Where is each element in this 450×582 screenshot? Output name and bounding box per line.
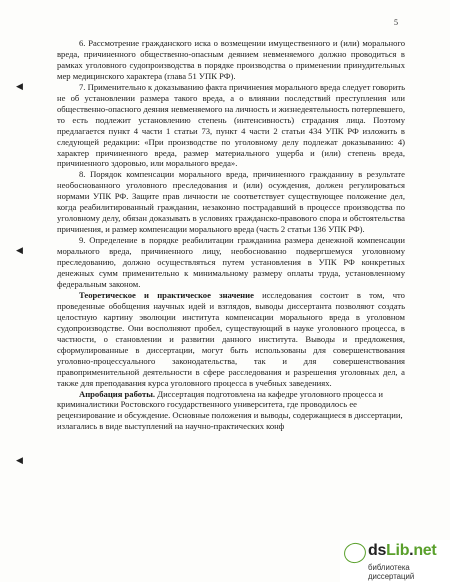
paragraph-conclusion-8: 8. Порядок компенсации морального вреда, причиненного гражданину в результате необоснованного уголовного преследования и (или) осуждения, должен регулироваться нормами УПК РФ. Защите прав личности не соответствует существующее положение дел, когда реабилитированный гражданин, незаконно пострадавший в процессе производства по уголовному делу, обязан доказывать в условиях гражданско-правового спора и обстоятельства причинения, и размер компенсации морального вреда (часть 2 статьи 136 УПК РФ). [57,169,405,235]
document-body [57,38,405,432]
approbation-heading: Апробация работы. [79,388,156,399]
margin-mark-icon: ◀︎ [16,81,23,91]
approbation-text: Диссертация подготовлена на кафедре уголовного процесса и криминалистики Ростовского государственного университета, где проводилось ее рецензирование и обсуждение. Основные положения и выводы, содержащиеся в диссертации, излагались в виде выступлений на научно-практических конф [57,388,403,432]
margin-mark-icon: ◀︎ [16,245,23,255]
watermark[interactable] [340,540,450,582]
significance-heading: Теоретическое и практическое значение [79,289,254,300]
paragraph-approbation [57,389,405,433]
paragraph-conclusion-6: 6. Рассмотрение гражданского иска о возмещении имущественного и (или) морального вреда, причиненного общественно-опасным деянием невменяемого должно проводиться в рамках уголовного судопроизводства в порядке производства о применении принудительных мер медицинского характера (глава 51 УПК РФ). [57,38,405,81]
watermark-logo-icon [342,540,368,565]
page-number: 5 [394,18,398,27]
watermark-subtitle: библиотека диссертаций [368,563,415,581]
margin-mark-icon: ◀︎ [16,455,23,465]
watermark-logo: dsLib.net [368,542,437,559]
paragraph-conclusion-9: 9. Определение в порядке реабилитации гражданина размера денежной компенсации морального вреда, причиненного лицу, необоснованно подвергшемуся уголовному преследованию, должно осуществляться путем установления в УПК РФ конкретных денежных сумм применительно к минимальному размеру оплаты труда, установленному федеральным законом. [57,235,405,289]
paragraph-significance [57,290,405,389]
significance-text: исследования состоит в том, что проведенные обобщения научных идей и взглядов, выводы диссертанта позволяют создать целостную картину эволюции института компенсации морального вреда в уголовном судопроизводстве. Они восполняют пробел, существующий в науке уголовного процесса, в частности, о становлении и развитии данного института. Выводы и предложения, сформулированные в диссертации, могут быть использованы для совершенствования уголовно-процессуального законодательства, так и для совершенствования правоприменительной деятельности в сфере расследования и разрешения уголовных дел, а также для преподавания курса уголовного процесса в учебных заведениях. [57,289,405,388]
paragraph-conclusion-7: 7. Применительно к доказыванию факта причинения морального вреда следует говорить не об установлении размера такого вреда, а о влиянии последствий преступления или общественно-опасного деяния невменяемого на личность и жизнедеятельность потерпевшего, то есть подлежит установлению степень (интенсивность) страдания лица. Поэтому предлагается пункт 4 части 1 статьи 73, пункт 4 части 2 статьи 434 УПК РФ изложить в следующей редакции: «При производстве по уголовному делу подлежат доказыванию: 4) характер причиненного вреда, размер материального ущерба и (или) степень вреда, причиненного здоровью, или морального вреда». [57,81,405,169]
